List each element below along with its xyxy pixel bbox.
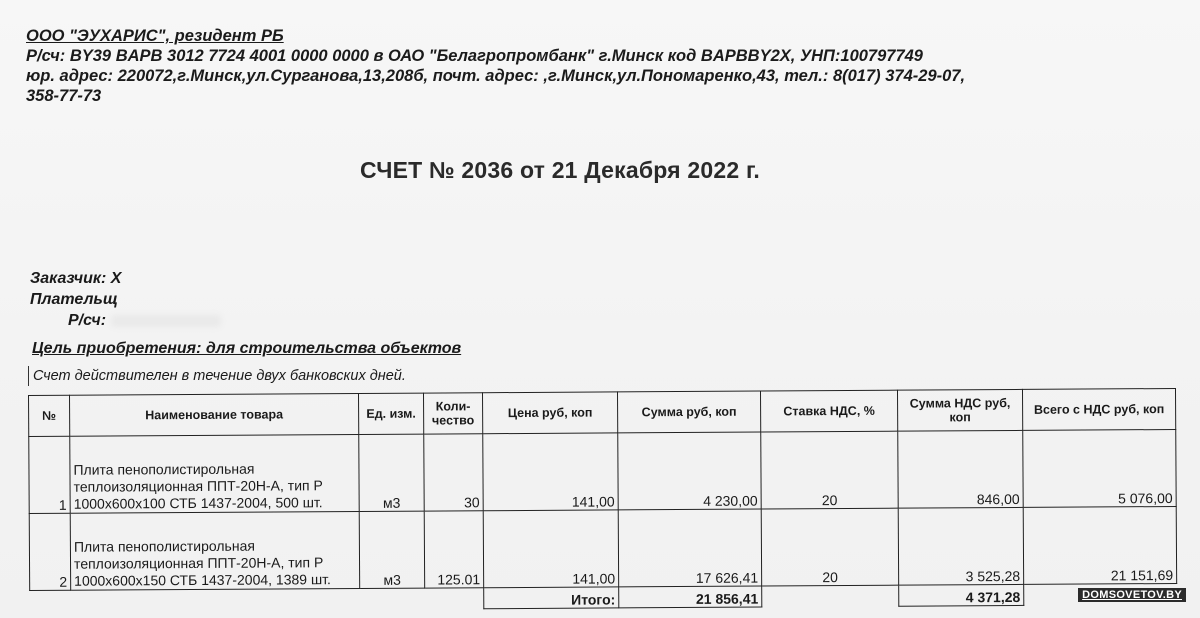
totals-vat-sum: 4 371,28 xyxy=(899,584,1024,606)
row-vat-sum: 846,00 xyxy=(898,430,1023,508)
row-qty: 30 xyxy=(424,434,483,511)
row-num: 2 xyxy=(29,513,70,590)
purchase-purpose: Цель приобретения: для строительства объектов xyxy=(32,340,462,357)
seller-bank-line: Р/сч: BY39 BAPB 3012 7724 4001 0000 0000 в ОАО "Белагропромбанк" г.Минск код BAPBBY2X, УНП:100797749 xyxy=(26,47,923,65)
seller-company: ООО "ЭУХАРИС", резидент РБ xyxy=(26,27,284,45)
totals-spacer xyxy=(71,588,360,611)
invoice-title: СЧЕТ № 2036 от 21 Декабря 2022 г. xyxy=(360,157,761,183)
client-block xyxy=(30,268,221,331)
col-header-vat-sum: Сумма НДС руб, коп xyxy=(897,389,1022,431)
col-header-price: Цена руб, коп xyxy=(482,392,617,434)
seller-header xyxy=(26,26,1176,106)
col-header-unit: Ед. изм. xyxy=(358,393,423,434)
redacted-account xyxy=(111,315,221,327)
totals-label: Итого: xyxy=(484,587,619,609)
col-header-qty: Коли- чество xyxy=(423,393,482,434)
row-sum: 4 230,00 xyxy=(618,432,761,510)
customer-label: Заказчик: Х xyxy=(30,270,122,287)
account-label: Р/сч: xyxy=(68,312,107,329)
totals-spacer xyxy=(425,588,484,609)
row-price: 141,00 xyxy=(483,433,618,511)
row-name: Плита пенополистирольная теплоизоляционная ППТ-20Н-А, тип Р 1000х600х100 СТБ 1437-2004, 500 шт. xyxy=(70,434,359,513)
seller-address-line: юр. адрес: 220072,г.Минск,ул.Сурганова,13,208б, почт. адрес: ,г.Минск,ул.Пономаренко,43, тел.: 8(017) 374-29-07, xyxy=(26,67,966,85)
totals-spacer xyxy=(762,585,899,607)
table-header-row xyxy=(29,388,1176,436)
row-qty: 125.01 xyxy=(424,511,483,588)
totals-spacer xyxy=(360,588,425,609)
account-line xyxy=(30,310,221,331)
row-price: 141,00 xyxy=(483,510,618,588)
totals-sum: 21 856,41 xyxy=(619,586,762,608)
row-total: 5 076,00 xyxy=(1023,429,1176,507)
row-sum: 17 626,41 xyxy=(618,509,761,587)
col-header-total: Всего с НДС руб, коп xyxy=(1022,388,1175,430)
payer-label: Плательщ xyxy=(30,291,118,308)
row-unit: м3 xyxy=(359,434,424,511)
row-vat-rate: 20 xyxy=(761,508,898,586)
row-num: 1 xyxy=(29,436,70,513)
row-unit: м3 xyxy=(359,511,424,588)
row-vat-rate: 20 xyxy=(761,431,898,509)
col-header-sum: Сумма руб, коп xyxy=(617,391,760,433)
items-table xyxy=(28,388,1177,612)
customer-line xyxy=(30,268,221,289)
seller-phone-line: 358-77-73 xyxy=(26,87,102,105)
col-header-vat-rate: Ставка НДС, % xyxy=(760,390,897,432)
row-total: 21 151,69 xyxy=(1023,506,1176,584)
payer-line xyxy=(30,289,221,310)
col-header-name: Наименование товара xyxy=(70,393,359,436)
totals-spacer xyxy=(30,590,71,611)
table-row xyxy=(29,429,1176,513)
validity-note: Счет действителен в течение двух банковских дней. xyxy=(28,366,406,386)
site-watermark: DOMSOVETOV.BY xyxy=(1078,588,1186,602)
table-row xyxy=(29,506,1176,590)
row-vat-sum: 3 525,28 xyxy=(898,507,1023,585)
row-name: Плита пенополистирольная теплоизоляционная ППТ-20Н-А, тип Р 1000х600х150 СТБ 1437-2004, 1389 шт. xyxy=(70,511,359,590)
col-header-num: № xyxy=(29,395,70,436)
